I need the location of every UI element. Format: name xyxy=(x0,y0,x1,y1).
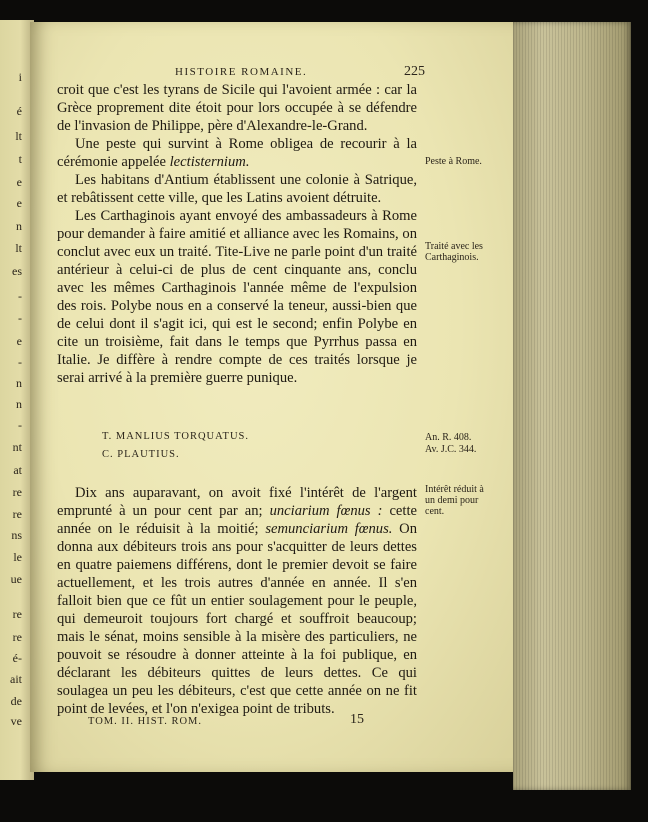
margin-note-interet: Intérêt réduit à un demi pour cent. xyxy=(425,484,484,517)
left-page-fragment: n xyxy=(16,397,22,411)
paragraph-1: croit que c'est les tyrans de Sicile qui l'avoient armée : car la Grèce proprement dite étoit pour lors occupée à se défendre de l'invasion de Philippe, père d'Alexandre-le-Grand. xyxy=(57,82,417,134)
left-page-fragment: e xyxy=(16,196,22,210)
latin-term: lectisternium. xyxy=(169,154,250,170)
left-page-edge xyxy=(0,20,34,780)
left-page-fragment: t xyxy=(18,152,22,166)
margin-note-traite: Traité avec les Carthaginois. xyxy=(425,241,483,263)
left-page-fragment: n xyxy=(16,376,22,390)
left-page-fragment: i xyxy=(18,70,22,84)
left-page-fragment: nt xyxy=(12,440,22,454)
left-page-fragment: re xyxy=(12,485,22,499)
left-page-fragment: ait xyxy=(10,672,22,686)
margin-note-peste: Peste à Rome. xyxy=(425,156,482,167)
left-page-fragment: é- xyxy=(12,651,22,665)
page-number: 225 xyxy=(404,64,425,79)
left-page-fragment: re xyxy=(12,607,22,621)
left-page-fragment: lt xyxy=(15,241,22,255)
paragraph-2: Une peste qui survint à Rome obligea de recourir à la cérémonie appelée lectisternium. xyxy=(57,136,417,170)
consul-name-2: C. PLAUTIUS. xyxy=(102,449,180,460)
left-page-fragment: de xyxy=(10,694,22,708)
latin-term: semunciarium fœnus. xyxy=(265,521,393,537)
left-page-fragment: at xyxy=(13,463,22,477)
text-block-upper xyxy=(57,81,417,387)
paragraph-5: Dix ans auparavant, on avoit fixé l'intérêt de l'argent emprunté à un pour cent par an; unciarium fœnus : cette année on le réduisit à la moitié; semunciarium fœnus. On donna aux débiteurs trois ans pour s'acquitter de leurs dettes en quatre paiemens différens, dont le premier devoit se faire actuellement, et les trois autres d'année en année. Il s'en falloit bien que ce fût un entier soulagement pour le peuple, qui demeuroit toujours fort chargé et souffroit beaucoup; mais le sénat, moins sensible à la misère des particuliers, ne pouvoit se résoudre à donner atteinte à la foi publique, en déclarant les débiteurs quittes de leurs dettes. Ce qui soulagea un peu les débiteurs, c'est que cette année on ne fit point de levées, et l'on n'exigea point de tributs. xyxy=(57,485,417,717)
left-page-fragment: - xyxy=(18,311,22,325)
footer-signature: 15 xyxy=(350,712,364,727)
text-block-lower xyxy=(57,484,417,718)
header-title: HISTOIRE ROMAINE. xyxy=(175,66,308,78)
left-page-fragment: - xyxy=(18,289,22,303)
left-page-fragment: ve xyxy=(10,714,22,728)
left-page-fragment: - xyxy=(18,418,22,432)
left-page-fragment: e xyxy=(16,175,22,189)
left-page-fragment: es xyxy=(12,264,22,278)
left-page-fragment: re xyxy=(12,507,22,521)
paragraph-4: Les Carthaginois ayant envoyé des ambassadeurs à Rome pour demander à faire amitié et alliance avec les Romains, on conclut avec eux un traité. Tite-Live ne parle point d'un traité antérieur à celui-ci de plus de cent cinquante ans, conclu avec les mêmes Carthaginois l'année même de l'expulsion des rois. Polybe nous en a conservé la teneur, aussi-bien que de celui dont il s'agit ici, qui est le second; enfin Polybe en cite un troisième, fait dans le temps que Pyrrhus passa en Italie. Je diffère à rendre compte de ces traités lorsque je serai arrivé à la première guerre punique. xyxy=(57,208,417,386)
running-header xyxy=(175,66,425,78)
left-page-fragment: ns xyxy=(11,528,22,542)
left-page-fragment: lt xyxy=(15,129,22,143)
left-page-fragment: n xyxy=(16,219,22,233)
margin-note-year-rome: An. R. 408. xyxy=(425,432,472,443)
margin-note-year-bc: Av. J.C. 344. xyxy=(425,444,477,455)
consul-name-1: T. MANLIUS TORQUATUS. xyxy=(102,431,250,442)
footer-volume: TOM. II. HIST. ROM. xyxy=(88,716,202,727)
left-page-fragment: ue xyxy=(10,572,22,586)
left-page-fragment: le xyxy=(13,550,22,564)
left-page-fragment: - xyxy=(18,355,22,369)
left-page-fragment: re xyxy=(12,630,22,644)
paragraph-3: Les habitans d'Antium établissent une colonie à Satrique, et rebâtissent cette ville, que les Latins avoient détruite. xyxy=(57,172,417,206)
left-page-fragment: é xyxy=(16,104,22,118)
page-edges xyxy=(513,22,631,790)
left-page-fragment: e xyxy=(16,334,22,348)
latin-term: unciarium fœnus : xyxy=(269,503,383,519)
